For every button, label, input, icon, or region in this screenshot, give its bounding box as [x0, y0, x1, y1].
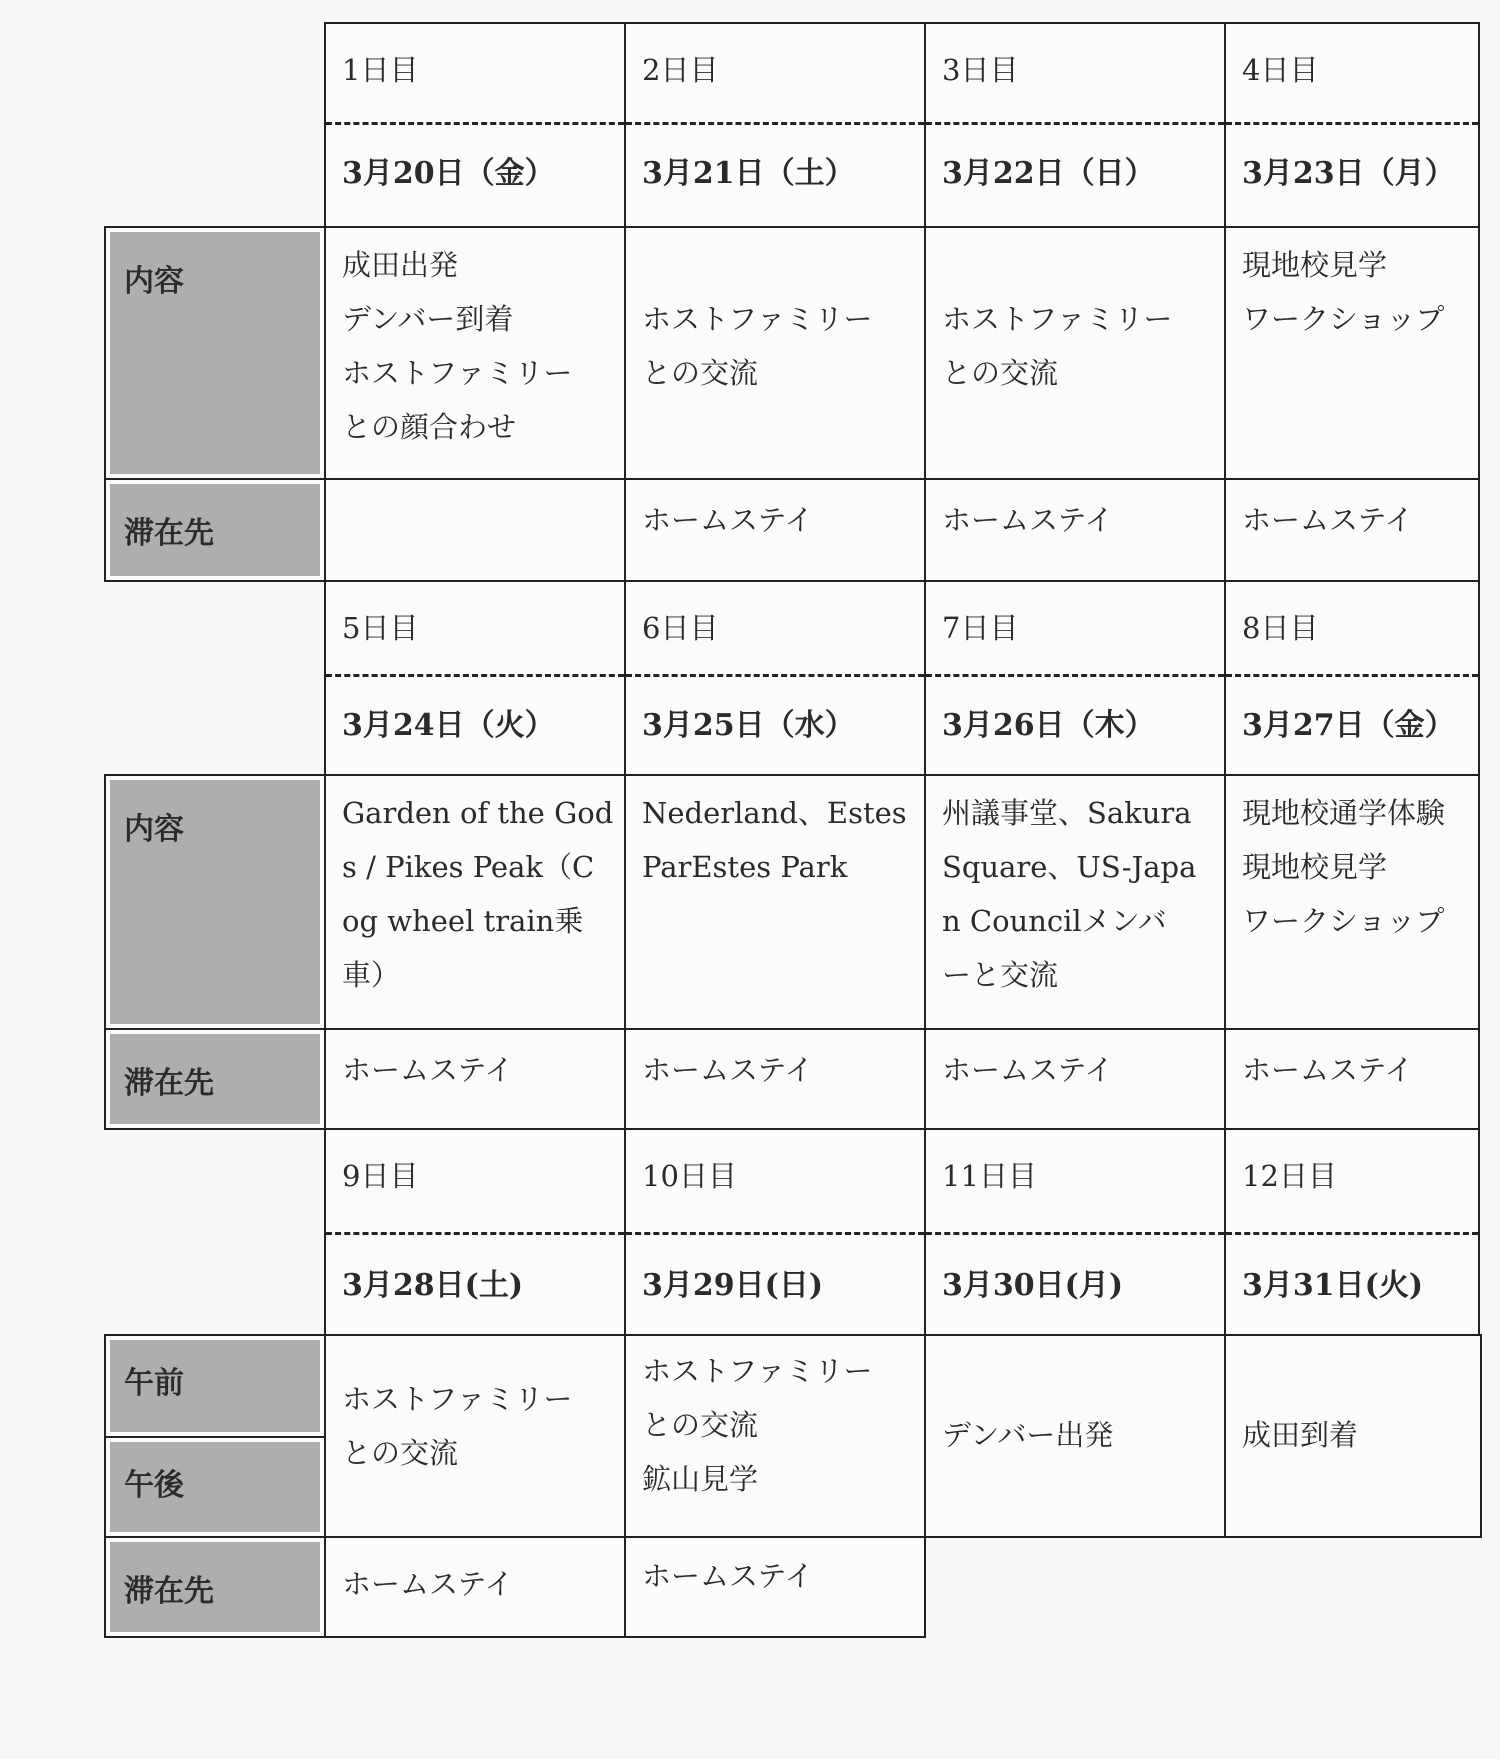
dashed-divider [926, 122, 1224, 125]
day-header [324, 1128, 626, 1336]
content-text: 現地校通学体験 現地校見学 ワークショップ [1242, 796, 1446, 938]
content-text: 現地校見学 ワークショップ [1242, 248, 1445, 336]
day-header [924, 1128, 1226, 1336]
content-text: Nederland、Estes ParEstes Park [642, 796, 907, 884]
day-date: 3月31日(火) [1242, 1268, 1424, 1303]
stay-text: ホームステイ [1242, 1053, 1414, 1087]
content-text: 成田到着 [1242, 1418, 1359, 1452]
content-cell [924, 774, 1226, 1030]
day-number: 9日目 [342, 1159, 419, 1193]
content-text: デンバー出発 [942, 1418, 1114, 1452]
day-number: 11日目 [942, 1159, 1037, 1193]
day-date: 3月25日（水） [642, 708, 855, 743]
stay-cell [924, 1028, 1226, 1130]
day-date: 3月21日（土） [642, 156, 855, 191]
row-label-content [104, 226, 326, 480]
dashed-divider [626, 122, 924, 125]
dashed-divider [326, 674, 624, 677]
day-number: 5日目 [342, 611, 419, 645]
content-cell [324, 1334, 626, 1538]
day-number: 7日目 [942, 611, 1019, 645]
dashed-divider [626, 1232, 924, 1235]
row-label-stay [104, 1028, 326, 1130]
content-text: Garden of the God s / Pikes Peak（C og wheel train乗 車） [342, 796, 614, 992]
stay-cell [624, 1028, 926, 1130]
stay-cell [1224, 478, 1480, 582]
stay-cell [1224, 1028, 1480, 1130]
stay-text: ホームステイ [942, 503, 1114, 537]
content-cell [1224, 774, 1480, 1030]
day-number: 12日目 [1242, 1159, 1337, 1193]
row-label-stay [104, 1536, 326, 1638]
stay-text: ホームステイ [1242, 503, 1414, 537]
content-text: ホストファミリー との交流 [342, 1382, 573, 1470]
dashed-divider [626, 674, 924, 677]
dashed-divider [926, 674, 1224, 677]
content-cell [324, 226, 626, 480]
stay-text: ホームステイ [642, 503, 814, 537]
stay-text: ホームステイ [642, 1559, 814, 1593]
day-number: 6日目 [642, 611, 719, 645]
day-date: 3月23日（月） [1242, 156, 1455, 191]
day-number: 2日目 [642, 53, 719, 87]
day-header [324, 580, 626, 776]
day-number: 1日目 [342, 53, 419, 87]
row-label-text: 滞在先 [110, 484, 320, 576]
stay-text: ホームステイ [342, 1567, 514, 1601]
content-cell [924, 226, 1226, 480]
day-date: 3月30日(月) [942, 1268, 1124, 1303]
day-date: 3月29日(日) [642, 1268, 824, 1303]
stay-text: ホームステイ [342, 1053, 514, 1087]
content-cell [624, 1334, 926, 1538]
day-date: 3月24日（火） [342, 708, 555, 743]
day-header [624, 1128, 926, 1336]
content-cell [1224, 1334, 1482, 1538]
day-date: 3月27日（金） [1242, 708, 1455, 743]
dashed-divider [1226, 674, 1478, 677]
row-label-am [104, 1334, 326, 1438]
day-date: 3月26日（木） [942, 708, 1155, 743]
content-cell [924, 1334, 1226, 1538]
content-text: 州議事堂、Sakura Square、US-Japa n Councilメンバ ーと交流 [942, 796, 1197, 992]
stay-text: ホームステイ [942, 1053, 1114, 1087]
day-header [924, 580, 1226, 776]
content-text: 成田出発 デンバー到着 ホストファミリー との顔合わせ [342, 248, 573, 444]
day-header [624, 22, 926, 228]
day-number: 4日目 [1242, 53, 1319, 87]
day-header [1224, 1128, 1480, 1336]
day-header [924, 22, 1226, 228]
day-date: 3月28日(土) [342, 1268, 524, 1303]
content-cell [624, 226, 926, 480]
content-cell [624, 774, 926, 1030]
content-text: ホストファミリー との交流 [642, 302, 873, 390]
dashed-divider [1226, 1232, 1478, 1235]
row-label-content [104, 774, 326, 1030]
dashed-divider [326, 122, 624, 125]
dashed-divider [926, 1232, 1224, 1235]
stay-cell [324, 1536, 626, 1638]
content-cell [324, 774, 626, 1030]
content-text: ホストファミリー との交流 [942, 302, 1173, 390]
row-label-text: 内容 [110, 232, 320, 474]
day-header [624, 580, 926, 776]
day-number: 10日目 [642, 1159, 737, 1193]
stay-cell [624, 1536, 926, 1638]
day-date: 3月22日（日） [942, 156, 1155, 191]
day-number: 3日目 [942, 53, 1019, 87]
stay-cell [924, 478, 1226, 582]
row-label-stay [104, 478, 326, 582]
day-date: 3月20日（金） [342, 156, 555, 191]
stay-cell [624, 478, 926, 582]
row-label-text: 滞在先 [110, 1542, 320, 1632]
row-label-text: 内容 [110, 780, 320, 1024]
stay-cell [324, 1028, 626, 1130]
day-header [1224, 22, 1480, 228]
day-header [324, 22, 626, 228]
row-label-text: 午前 [110, 1340, 320, 1432]
stay-cell [324, 478, 626, 582]
day-header [1224, 580, 1480, 776]
row-label-text: 午後 [110, 1442, 320, 1532]
stay-text: ホームステイ [642, 1053, 814, 1087]
content-text: ホストファミリー との交流 鉱山見学 [642, 1354, 873, 1496]
day-number: 8日目 [1242, 611, 1319, 645]
row-label-pm [104, 1436, 326, 1538]
row-label-text: 滞在先 [110, 1034, 320, 1124]
dashed-divider [326, 1232, 624, 1235]
content-cell [1224, 226, 1480, 480]
dashed-divider [1226, 122, 1478, 125]
